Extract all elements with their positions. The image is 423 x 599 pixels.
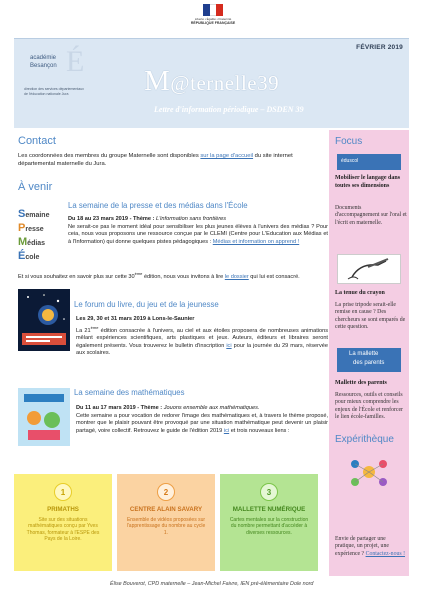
section-maths-body2: et trois nouveaux liens : [229, 427, 290, 434]
issue-date: FÉVRIER 2019 [356, 44, 403, 51]
experitheque-text [335, 536, 407, 558]
card-mallette-numerique[interactable] [220, 474, 318, 571]
section-forum-body3: pour la journée du 29 mars, réservée aux scolaires. [76, 342, 328, 357]
section-forum-link[interactable]: ici [226, 342, 232, 349]
forum-poster-image [18, 289, 70, 351]
section-forum-sup: ème [90, 324, 99, 330]
academy-direction: direction des services départementaux de l'éducation nationale Jura [24, 87, 84, 96]
spme-letter-e: É [18, 250, 26, 262]
republique-label: RÉPUBLIQUE FRANÇAISE [190, 21, 236, 25]
crayon-title[interactable]: La tenue du crayon [335, 290, 385, 296]
academy-mark: É [66, 45, 85, 78]
eduscol-banner[interactable] [337, 154, 401, 170]
section-presse-body2: Et si vous souhaitez en savoir plus sur cette 30 [18, 273, 135, 280]
french-flag-icon [203, 4, 223, 16]
mallette-banner[interactable] [337, 348, 401, 372]
card-number: 3 [260, 483, 278, 501]
mallette-banner-line2: des parents [353, 360, 385, 366]
newsletter-subtitle: Lettre d'information périodique – DSDEN 39 [154, 105, 304, 114]
contact-link[interactable]: sur la page d'accueil [200, 153, 254, 159]
section-maths-text [76, 405, 328, 435]
academy-line2: Besançon [30, 63, 57, 69]
section-presse-link[interactable]: Médias et information on apprend ! [212, 238, 300, 245]
experitheque-image [337, 452, 401, 492]
section-presse-text [68, 216, 328, 246]
spme-letter-p: P [18, 222, 26, 234]
section-forum-body2: édition consacrée à l'univers, au ciel et aux étoiles proposera de nombreuses animations mêlant expériences scientifiques, arts plastiques et jeux. Auteurs, éditeurs et libraires seront également présents. Vous trouverez le bulletin d'inscription [76, 327, 329, 349]
card-alain-savary[interactable] [117, 474, 215, 571]
section-forum-text [76, 316, 328, 358]
card-number: 2 [157, 483, 175, 501]
academy-logo [18, 45, 98, 123]
spme-word-semaine: emaine [25, 212, 50, 219]
footer-credits: Élise Bouverot, CPD maternelle – Jean-Michel Faivre, IEN pré-élémentaire Dole nord [110, 581, 314, 587]
section-presse-sup: ème [134, 271, 143, 276]
republique-motto: Liberté • Égalité • Fraternité [194, 17, 232, 21]
spme-letter-s: S [18, 208, 26, 220]
title-initial: M [144, 65, 171, 97]
card-primaths[interactable] [14, 474, 112, 571]
card-title: CENTRE ALAIN SAVARY [129, 506, 203, 513]
eduscol-label: éduscol [341, 158, 359, 164]
crayon-text: La prise tripode serait-elle remise en cause ? Des chercheurs se sont emparés de cette question. [335, 302, 406, 331]
mallette-text: Ressources, outils et conseils pour mieux comprendre les enjeux de l'École et renforcer le lien école-familles. [335, 392, 403, 421]
focus-title[interactable]: Mobiliser le langage dans toutes ses dimensions [335, 175, 401, 189]
section-maths-theme: Jouons ensemble aux mathématiques. [163, 405, 260, 411]
spme-logo [18, 208, 66, 264]
section-presse-title: La semaine de la presse et des médias dans l'École [68, 201, 248, 210]
spme-letter-m: M [18, 236, 28, 248]
mallette-banner-line1: La mallette [349, 351, 379, 357]
section-presse-theme: L'information sans frontières [156, 216, 227, 222]
experitheque-heading: Expérithèque [335, 434, 394, 445]
pencil-image[interactable] [337, 254, 401, 284]
section-forum-body: La 21 [76, 327, 91, 334]
newsletter-title [144, 65, 279, 98]
spme-word-medias: édias [27, 240, 46, 247]
section-maths-body: Cette semaine a pour vocation de redorer l'image des mathématiques et, à travers le thème proposé, montrer que le plaisir pouvant être provoqué par une situation mathématique peut devenir un plaisir partagé, voire collectif. Retrouvez le guide de l'édition 2019 [76, 412, 328, 434]
contact-text-before: Les coordonnées des membres du groupe Maternelle sont disponibles [18, 153, 201, 159]
contact-heading: Contact [18, 135, 56, 147]
card-text: Cartes mentales sur la construction du nombre permettant d'accéder à diverses ressources. [229, 517, 309, 536]
section-maths-link[interactable]: ici [223, 427, 230, 434]
experitheque-text-body: Envie de partager une pratique, un projet, une expérience ? [335, 536, 389, 557]
section-presse-body3: édition, nous vous invitons à lire [142, 273, 225, 280]
section-maths-title: La semaine des mathématiques [74, 388, 185, 397]
section-forum-title: Le forum du livre, du jeu et de la jeunesse [74, 300, 219, 309]
card-number: 1 [54, 483, 72, 501]
section-maths-dates: Du 11 au 17 mars 2019 - Thème : [76, 405, 164, 411]
title-rest: @ternelle39 [170, 71, 280, 95]
section-presse-body: Ne serait-ce pas le moment idéal pour sensibiliser les plus jeunes élèves à l'univers des médias ? Pour ceia, nous vous proposons une ressource conçue par le CLEMI (Centre pour L'Education aux Médias et à l'Information) qui donne quelques pistes pédagogiques : [68, 223, 328, 245]
avenir-heading: À venir [18, 181, 53, 193]
contact-text [18, 152, 330, 168]
newsletter-header [14, 38, 409, 128]
section-presse-dossier-link[interactable]: le dossier [224, 273, 249, 280]
spme-word-presse: resse [25, 226, 44, 233]
focus-text: Documents d'accompagnement sur l'oral et l'écrit en maternelle. [335, 205, 407, 226]
card-text: Ensemble de vidéos proposées sur l'apprentissage du nombre au cycle 1. [126, 517, 206, 536]
section-presse-body4: qui lui est consacré. [248, 273, 300, 280]
section-presse-text2 [18, 270, 328, 281]
mallette-title[interactable]: Mallette des parents [335, 380, 387, 386]
maths-poster-image [18, 388, 70, 446]
card-title: PRIMATHS [47, 506, 79, 513]
republique-logo [189, 4, 237, 34]
section-forum-dates: Les 29, 30 et 31 mars 2019 à Lons-le-Saunier [76, 316, 195, 322]
card-title: MALLETTE NUMÉRIQUE [232, 506, 306, 513]
contact-text-after: du site internet départemental maternelle du Jura. [18, 153, 293, 167]
experitheque-contact-link[interactable]: Contactez-nous ! [365, 550, 406, 557]
academy-line1: académie [30, 55, 57, 61]
focus-heading: Focus [335, 136, 363, 147]
card-text: Site sur des situations mathématiques conçu par Yves Thomas, formateur à l'ESPE des Pays de la Loire. [26, 517, 100, 543]
spme-word-ecole: cole [25, 254, 40, 261]
section-presse-dates: Du 18 au 23 mars 2019 - Thème : [68, 216, 156, 222]
sidebar [329, 130, 409, 576]
